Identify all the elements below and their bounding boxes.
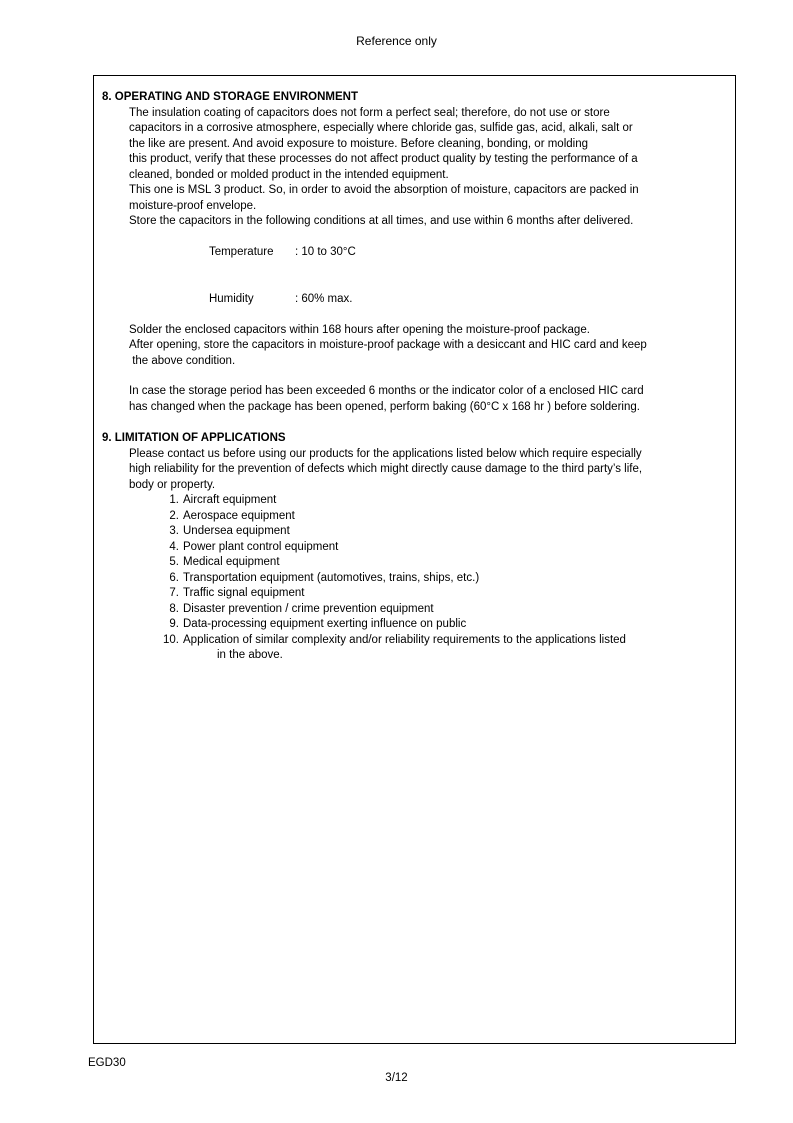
list-item-number: 7.: [169, 587, 179, 599]
condition-value: : 10 to 30°C: [294, 246, 356, 258]
list-item: [159, 540, 729, 556]
list-item-text: Power plant control equipment: [183, 540, 339, 553]
condition-humidity: [177, 276, 729, 323]
list-item: [159, 524, 729, 540]
list-item-number: 10.: [163, 633, 179, 646]
list-item-text: Disaster prevention / crime prevention equipment: [183, 602, 434, 615]
section-8-body: [129, 106, 729, 416]
document-border-box: [93, 75, 736, 1044]
list-item-number: 5.: [169, 556, 179, 568]
list-item-number: 9.: [169, 618, 179, 630]
list-item-text: Data-processing equipment exerting influence on public: [183, 618, 467, 630]
page-number: 3/12: [385, 1072, 408, 1084]
paragraph-line: This one is MSL 3 product. So, in order to avoid the absorption of moisture, capacitors are packed in: [129, 184, 639, 196]
list-item-text: Medical equipment: [183, 556, 280, 568]
application-list: [159, 493, 729, 664]
list-item-text: Undersea equipment: [183, 525, 290, 537]
paragraph-line: high reliability for the prevention of defects which might directly cause damage to the third party’s life,: [129, 463, 643, 475]
list-item-text: Aircraft equipment: [183, 494, 277, 506]
section-9-heading: 9. LIMITATION OF APPLICATIONS: [102, 432, 286, 444]
baking-note: [129, 384, 729, 415]
list-item-number: 6.: [169, 571, 179, 584]
list-item-continuation: in the above.: [217, 649, 283, 661]
paragraph-line: Store the capacitors in the following conditions at all times, and use within 6 months after delivered.: [129, 215, 634, 227]
list-item-number: 1.: [169, 494, 179, 506]
document-code: EGD30: [88, 1057, 126, 1069]
list-item: [159, 571, 729, 587]
list-item: [159, 633, 729, 649]
storage-conditions: [177, 230, 729, 323]
paragraph-line: moisture-proof envelope.: [129, 199, 257, 212]
paragraph-line: cleaned, bonded or molded product in the intended equipment.: [129, 168, 449, 181]
list-item: [159, 602, 729, 618]
condition-temperature: [177, 230, 729, 277]
list-item: [159, 509, 729, 525]
list-item-number: 4.: [169, 540, 179, 553]
list-item-number: 3.: [169, 525, 179, 537]
paragraph-line: Please contact us before using our products for the applications listed below which require especially: [129, 447, 642, 460]
list-item: [159, 617, 729, 633]
paragraph-line: In case the storage period has been exceeded 6 months or the indicator color of a enclosed HIC card: [129, 385, 644, 397]
list-item: [159, 555, 729, 571]
paragraph-line: After opening, store the capacitors in moisture-proof package with a desiccant and HIC card and keep: [129, 339, 647, 351]
list-item-number: 8.: [169, 602, 179, 615]
condition-label: Humidity: [208, 292, 254, 305]
list-item-number: 2.: [169, 509, 179, 522]
paragraph-line: The insulation coating of capacitors does not form a perfect seal; therefore, do not use or store: [129, 106, 610, 119]
paragraph-line: has changed when the package has been opened, perform baking (60°C x 168 hr ) before soldering.: [129, 400, 640, 413]
list-item-text: Application of similar complexity and/or reliability requirements to the applications listed: [183, 633, 626, 646]
list-item-text: Transportation equipment (automotives, trains, ships, etc.): [183, 571, 480, 584]
paragraph-line: the above condition.: [129, 354, 236, 367]
paragraph-line: body or property.: [129, 478, 216, 491]
paragraph-line: this product, verify that these processes do not affect product quality by testing the performance of a: [129, 153, 638, 165]
list-item-text: Traffic signal equipment: [183, 587, 305, 599]
list-item-text: Aerospace equipment: [183, 509, 295, 522]
condition-label: Temperature: [208, 246, 274, 258]
document-content: [94, 76, 735, 664]
list-item: [159, 493, 729, 509]
list-item: [159, 586, 729, 602]
section-9-body: [129, 447, 729, 664]
section-8-heading: 8. OPERATING AND STORAGE ENVIRONMENT: [102, 91, 359, 103]
reference-only-watermark: Reference only: [356, 34, 437, 48]
paragraph-line: Solder the enclosed capacitors within 168 hours after opening the moisture-proof package.: [129, 323, 590, 336]
paragraph-line: the like are present. And avoid exposure to moisture. Before cleaning, bonding, or molding: [129, 137, 589, 150]
paragraph-line: capacitors in a corrosive atmosphere, especially where chloride gas, sulfide gas, acid, alkali, salt or: [129, 122, 633, 134]
condition-value: : 60% max.: [294, 292, 353, 305]
